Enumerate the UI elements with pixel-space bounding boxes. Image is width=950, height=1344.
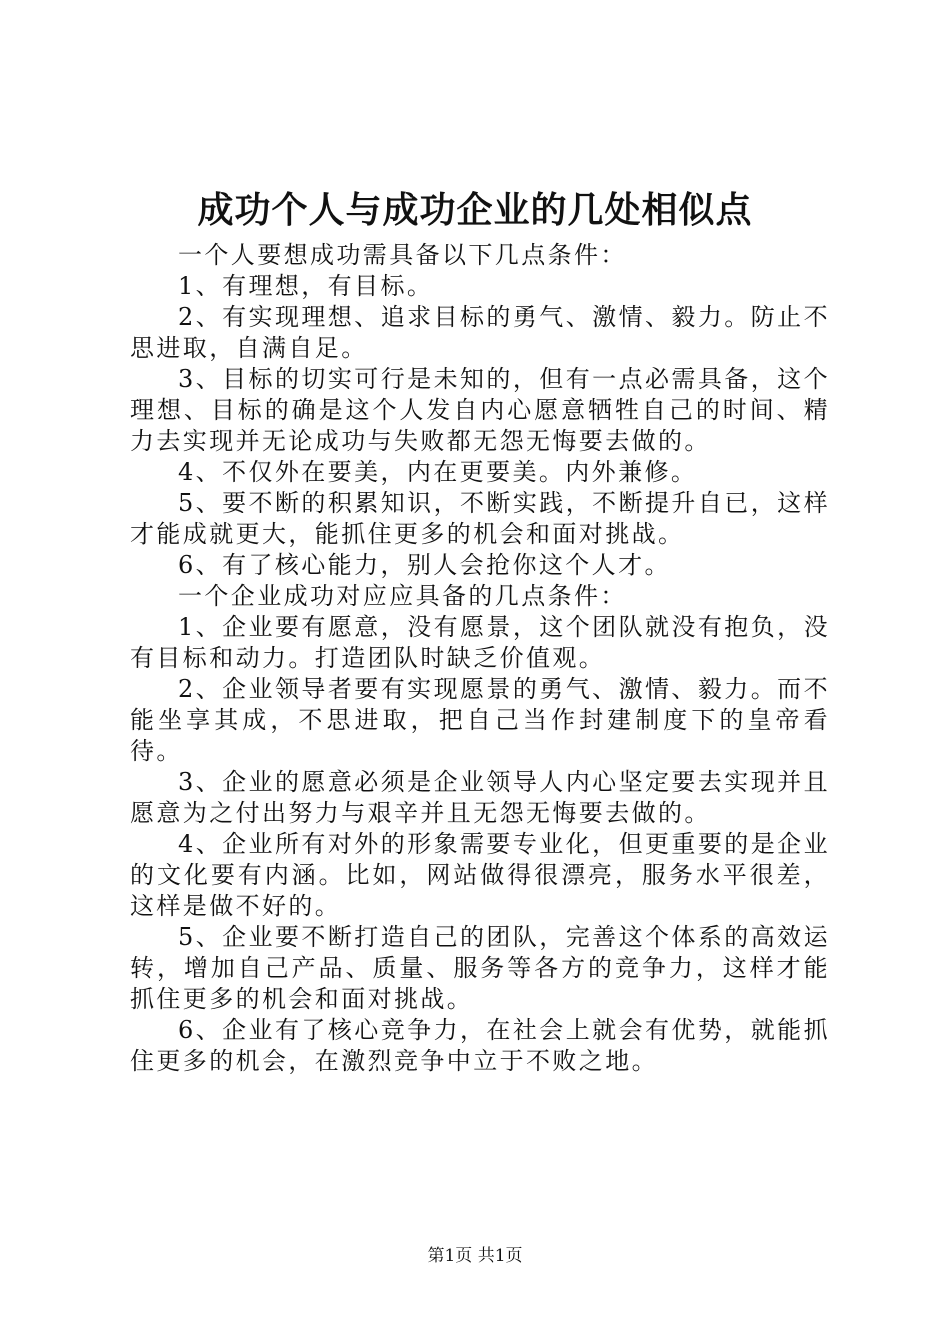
paragraph-enterprise-5: 5、企业要不断打造自己的团队，完善这个体系的高效运转，增加自己产品、质量、服务等各方的竞争力，这样才能抓住更多的机会和面对挑战。 <box>130 923 830 1013</box>
paragraph-intro-enterprise: 一个企业成功对应应具备的几点条件： <box>178 582 627 610</box>
paragraph-person-6: 6、有了核心能力，别人会抢你这个人才。 <box>178 551 671 579</box>
paragraph-enterprise-2: 2、企业领导者要有实现愿景的勇气、激情、毅力。而不能坐享其成，不思进取，把自己当作封建制度下的皇帝看待。 <box>130 675 830 765</box>
paragraph-enterprise-6: 6、企业有了核心竞争力，在社会上就会有优势，就能抓住更多的机会，在激烈竞争中立于不败之地。 <box>130 1016 830 1075</box>
paragraph-person-2: 2、有实现理想、追求目标的勇气、激情、毅力。防止不思进取，自满自足。 <box>130 303 830 362</box>
paragraph-enterprise-4: 4、企业所有对外的形象需要专业化，但更重要的是企业的文化要有内涵。比如，网站做得很漂亮，服务水平很差，这样是做不好的。 <box>130 830 830 920</box>
document-title: 成功个人与成功企业的几处相似点 <box>197 189 753 231</box>
paragraph-enterprise-3: 3、企业的愿意必须是企业领导人内心坚定要去实现并且愿意为之付出努力与艰辛并且无怨无悔要去做的。 <box>130 768 830 827</box>
page-number-footer: 第1页 共1页 <box>427 1246 523 1266</box>
paragraph-person-4: 4、不仅外在要美，内在更要美。内外兼修。 <box>178 458 698 486</box>
document-body <box>130 240 830 1077</box>
paragraph-enterprise-1: 1、企业要有愿意，没有愿景，这个团队就没有抱负，没有目标和动力。打造团队时缺乏价值观。 <box>130 613 830 672</box>
paragraph-intro-person: 一个人要想成功需具备以下几点条件： <box>178 241 627 269</box>
paragraph-person-3: 3、目标的切实可行是未知的，但有一点必需具备，这个理想、目标的确是这个人发自内心愿意牺牲自己的时间、精力去实现并无论成功与失败都无怨无悔要去做的。 <box>130 365 830 455</box>
paragraph-person-5: 5、要不断的积累知识，不断实践，不断提升自已，这样才能成就更大，能抓住更多的机会和面对挑战。 <box>130 489 830 548</box>
paragraph-person-1: 1、有理想，有目标。 <box>178 272 434 300</box>
